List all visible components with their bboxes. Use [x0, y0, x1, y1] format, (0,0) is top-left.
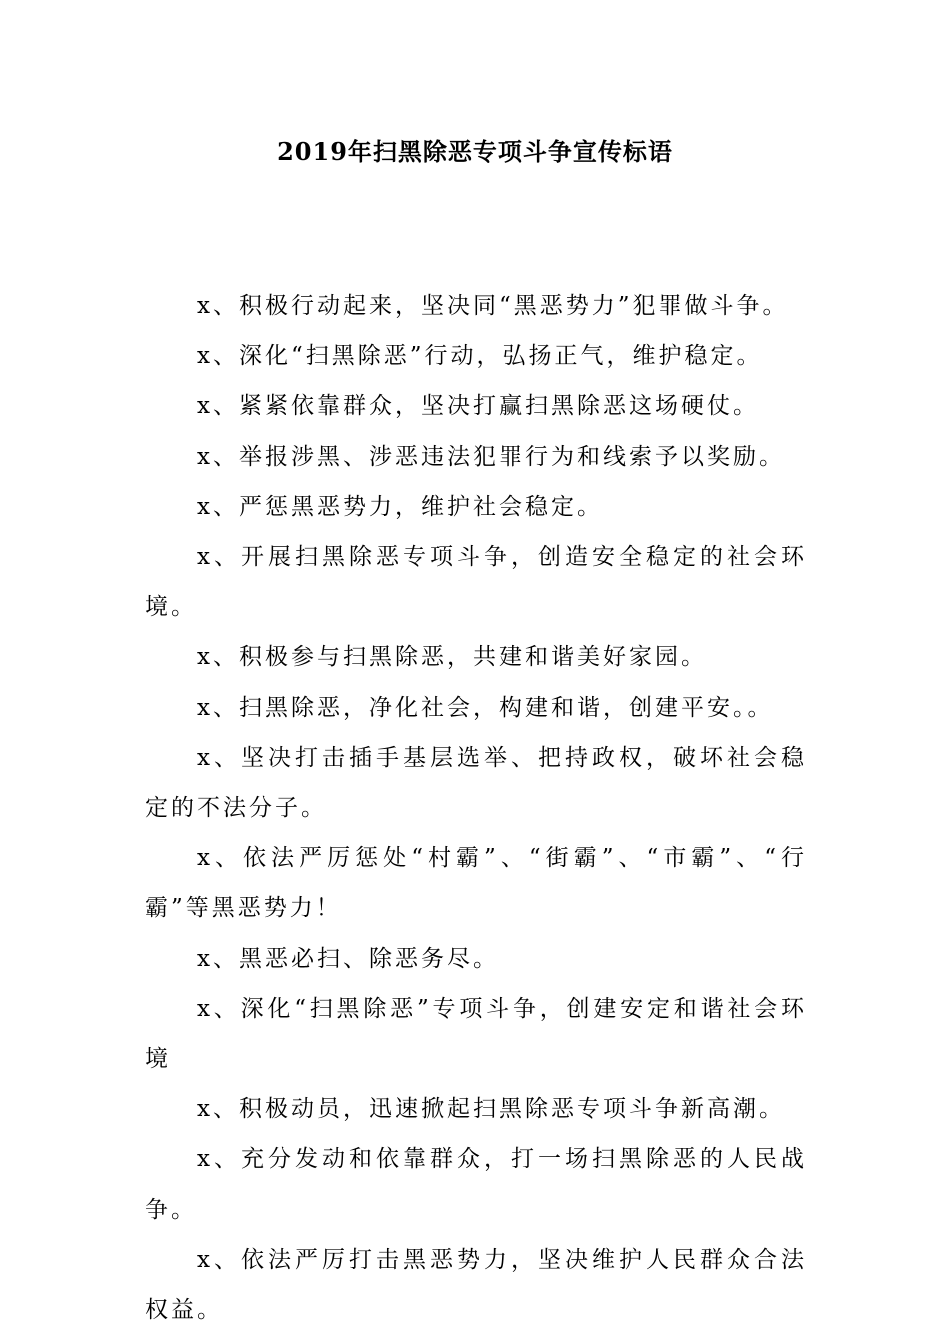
slogan-item: x、依法严厉惩处“村霸”、“街霸”、“市霸”、“行霸”等黑恶势力！ — [145, 845, 807, 922]
slogan-item: x、深化“扫黑除恶”专项斗争，创建安定和谐社会环境 — [145, 995, 807, 1073]
slogan-item: x、举报涉黑、涉恶违法犯罪行为和线索予以奖励。 — [197, 443, 785, 470]
slogan-list — [145, 281, 807, 1335]
slogan-item: x、紧紧依靠群众，坚决打赢扫黑除恶这场硬仗。 — [197, 393, 759, 420]
slogan-item: x、深化“扫黑除恶”行动，弘扬正气，维护稳定。 — [197, 343, 763, 370]
slogan-item: x、积极参与扫黑除恶，共建和谐美好家园。 — [197, 644, 707, 671]
slogan-item: x、依法严厉打击黑恶势力，坚决维护人民群众合法权益。 — [145, 1246, 807, 1324]
slogan-item: x、黑恶必扫、除恶务尽。 — [197, 945, 499, 972]
slogan-item: x、坚决打击插手基层选举、把持政权，破坏社会稳定的不法分子。 — [145, 744, 807, 822]
slogan-item: x、扫黑除恶，净化社会，构建和谐，创建平安。。 — [197, 694, 774, 721]
slogan-item: x、积极行动起来，坚决同“黑恶势力”犯罪做斗争。 — [197, 293, 789, 319]
slogan-item: x、充分发动和依靠群众，打一场扫黑除恶的人民战争。 — [145, 1146, 807, 1223]
document-title: 2019年扫黑除恶专项斗争宣传标语 — [277, 137, 673, 166]
slogan-item: x、积极动员，迅速掀起扫黑除恶专项斗争新高潮。 — [197, 1096, 785, 1123]
slogan-item: x、开展扫黑除恶专项斗争，创造安全稳定的社会环境。 — [145, 544, 807, 621]
slogan-item: x、严惩黑恶势力，维护社会稳定。 — [197, 493, 603, 520]
